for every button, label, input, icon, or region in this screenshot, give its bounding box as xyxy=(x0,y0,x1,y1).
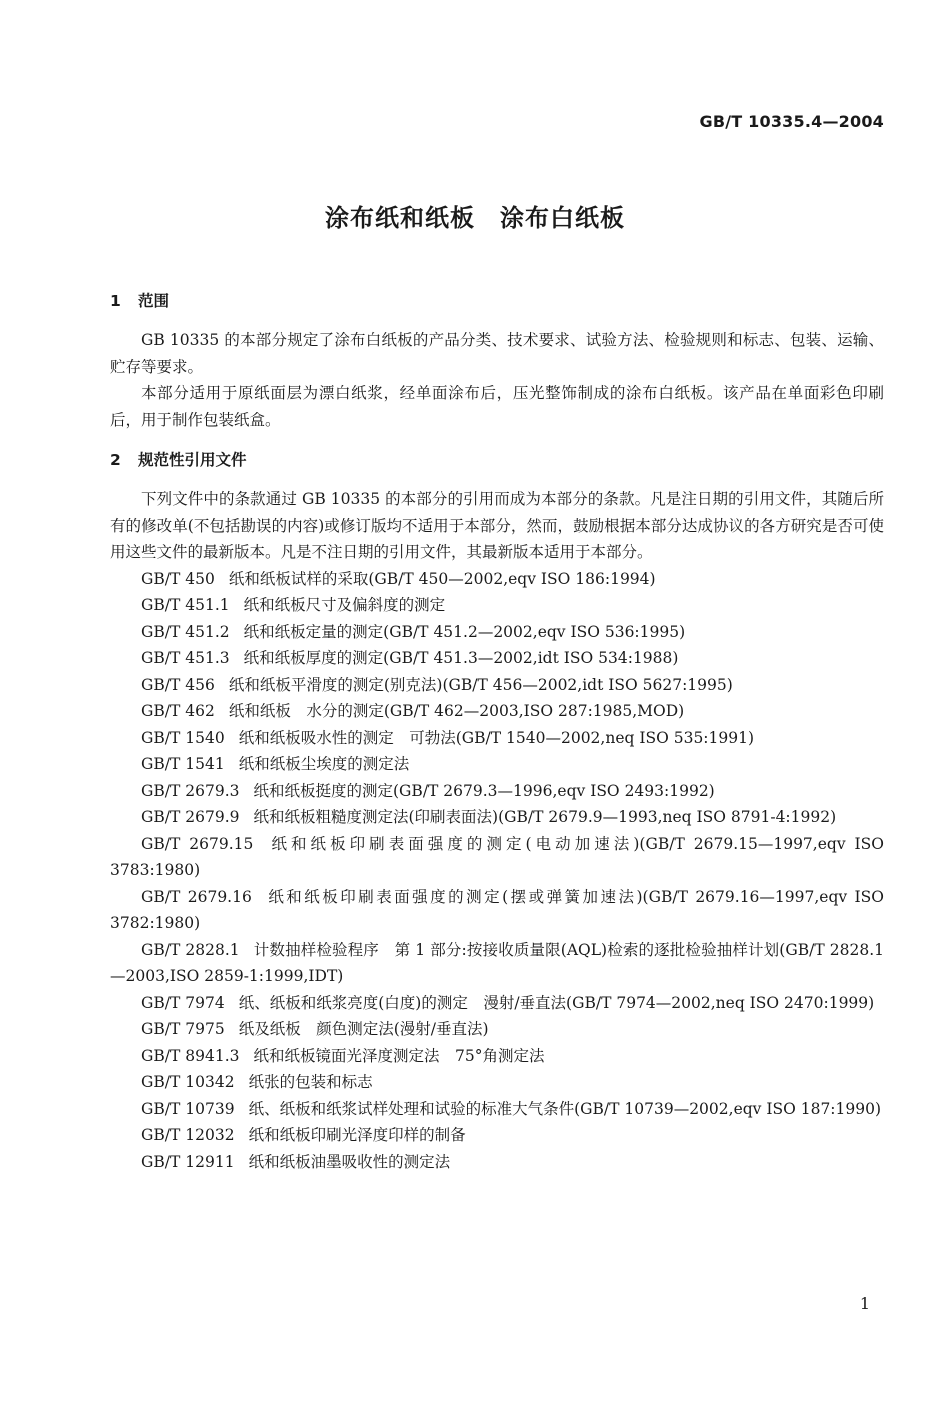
page-number: 1 xyxy=(859,1294,870,1313)
section-number: 2 xyxy=(110,451,121,469)
section-2-heading xyxy=(110,447,884,473)
document-body xyxy=(110,288,884,1175)
reference-code: GB/T 1540 xyxy=(141,728,225,747)
reference-item xyxy=(110,1149,884,1176)
reference-code: GB/T 451.1 xyxy=(141,596,230,614)
reference-item xyxy=(110,725,884,752)
reference-title: 纸和纸板尘埃度的测定法 xyxy=(238,755,410,773)
reference-title: 纸、纸板和纸浆试样处理和试验的标准大气条件(GB/T 10739—2002,eqv ISO 187:1990) xyxy=(248,1099,882,1118)
reference-item xyxy=(110,1069,884,1096)
reference-code: GB/T 456 xyxy=(141,675,215,694)
paragraph: 下列文件中的条款通过 GB 10335 的本部分的引用而成为本部分的条款。凡是注日期的引用文件，其随后所有的修改单(不包括勘误的内容)或修订版均不适用于本部分，然而，鼓励根据本部分达成协议的各方研究是否可使用这些文件的最新版本。凡是不注日期的引用文件，其最新版本适用于本部分。 xyxy=(110,490,884,561)
reference-title: 纸和纸板试样的采取(GB/T 450—2002,eqv ISO 186:1994) xyxy=(228,569,656,588)
section-title: 规范性引用文件 xyxy=(138,451,247,469)
reference-item xyxy=(110,751,884,778)
paragraph: GB 10335 的本部分规定了涂布白纸板的产品分类、技术要求、试验方法、检验规则和标志、包装、运输、贮存等要求。 xyxy=(110,331,884,376)
reference-title: 纸张的包装和标志 xyxy=(248,1073,373,1091)
reference-item xyxy=(110,831,884,884)
reference-code: GB/T 462 xyxy=(141,702,215,720)
reference-code: GB/T 12032 xyxy=(141,1126,235,1144)
section-1-heading xyxy=(110,288,884,314)
reference-code: GB/T 8941.3 xyxy=(141,1046,240,1065)
reference-title: 纸和纸板镜面光泽度测定法 75°角测定法 xyxy=(253,1046,545,1065)
reference-item xyxy=(110,1043,884,1070)
reference-item xyxy=(110,619,884,646)
reference-title: 纸和纸板平滑度的测定(别克法)(GB/T 456—2002,idt ISO 5627:1995) xyxy=(228,675,733,694)
document-title: 涂布纸和纸板 涂布白纸板 xyxy=(325,204,625,232)
reference-item xyxy=(110,1096,884,1123)
reference-title: 纸和纸板印刷表面强度的测定(摆或弹簧加速法)(GB/T 2679.16—1997,eqv ISO 3782:1980) xyxy=(110,887,884,932)
reference-title: 纸和纸板粗糙度测定法(印刷表面法)(GB/T 2679.9—1993,neq ISO 8791-4:1992) xyxy=(253,808,837,826)
section-title: 范围 xyxy=(138,292,170,310)
reference-title: 计数抽样检验程序 第 1 部分:按接收质量限(AQL)检索的逐批检验抽样计划(GB/T 2828.1—2003,ISO 2859-1:1999,IDT) xyxy=(110,940,884,985)
reference-title: 纸和纸板油墨吸收性的测定法 xyxy=(248,1152,451,1171)
reference-title: 纸和纸板 水分的测定(GB/T 462—2003,ISO 287:1985,MOD) xyxy=(228,702,685,720)
paragraph: 本部分适用于原纸面层为漂白纸浆，经单面涂布后，压光整饰制成的涂布白纸板。该产品在单面彩色印刷后，用于制作包装纸盒。 xyxy=(110,384,884,429)
reference-title: 纸和纸板印刷表面强度的测定(电动加速法)(GB/T 2679.15—1997,eqv ISO 3783:1980) xyxy=(110,834,884,879)
reference-item xyxy=(110,1016,884,1043)
reference-code: GB/T 2679.9 xyxy=(141,808,240,826)
reference-item xyxy=(110,990,884,1017)
reference-item xyxy=(110,937,884,990)
reference-code: GB/T 450 xyxy=(141,569,215,588)
reference-item xyxy=(110,645,884,672)
reference-title: 纸和纸板尺寸及偏斜度的测定 xyxy=(243,596,446,614)
reference-item xyxy=(110,592,884,619)
reference-code: GB/T 10739 xyxy=(141,1099,235,1118)
reference-item xyxy=(110,1122,884,1149)
section-number: 1 xyxy=(110,292,121,310)
reference-item xyxy=(110,566,884,593)
reference-item xyxy=(110,778,884,805)
reference-code: GB/T 2828.1 xyxy=(141,940,240,959)
reference-item xyxy=(110,884,884,937)
reference-title: 纸和纸板印刷光泽度印样的制备 xyxy=(248,1126,466,1144)
reference-title: 纸和纸板厚度的测定(GB/T 451.3—2002,idt ISO 534:1988) xyxy=(243,649,679,667)
reference-code: GB/T 451.3 xyxy=(141,649,230,667)
reference-code: GB/T 7975 xyxy=(141,1020,225,1038)
reference-title: 纸和纸板挺度的测定(GB/T 2679.3—1996,eqv ISO 2493:1992) xyxy=(253,781,715,800)
reference-title: 纸和纸板吸水性的测定 可勃法(GB/T 1540—2002,neq ISO 535:1991) xyxy=(238,728,755,747)
reference-code: GB/T 10342 xyxy=(141,1073,235,1091)
reference-code: GB/T 2679.15 xyxy=(141,834,254,853)
reference-title: 纸、纸板和纸浆亮度(白度)的测定 漫射/垂直法(GB/T 7974—2002,neq ISO 2470:1999) xyxy=(238,993,875,1012)
reference-list xyxy=(110,566,884,1176)
reference-item xyxy=(110,672,884,699)
reference-code: GB/T 12911 xyxy=(141,1152,235,1171)
reference-code: GB/T 2679.3 xyxy=(141,781,240,800)
reference-title: 纸及纸板 颜色测定法(漫射/垂直法) xyxy=(238,1020,489,1038)
standard-code-header: GB/T 10335.4—2004 xyxy=(699,112,884,131)
reference-item xyxy=(110,804,884,831)
reference-item xyxy=(110,698,884,725)
reference-code: GB/T 451.2 xyxy=(141,622,230,641)
reference-title: 纸和纸板定量的测定(GB/T 451.2—2002,eqv ISO 536:1995) xyxy=(243,622,686,641)
reference-code: GB/T 2679.16 xyxy=(141,887,252,906)
reference-code: GB/T 1541 xyxy=(141,755,225,773)
reference-code: GB/T 7974 xyxy=(141,993,225,1012)
